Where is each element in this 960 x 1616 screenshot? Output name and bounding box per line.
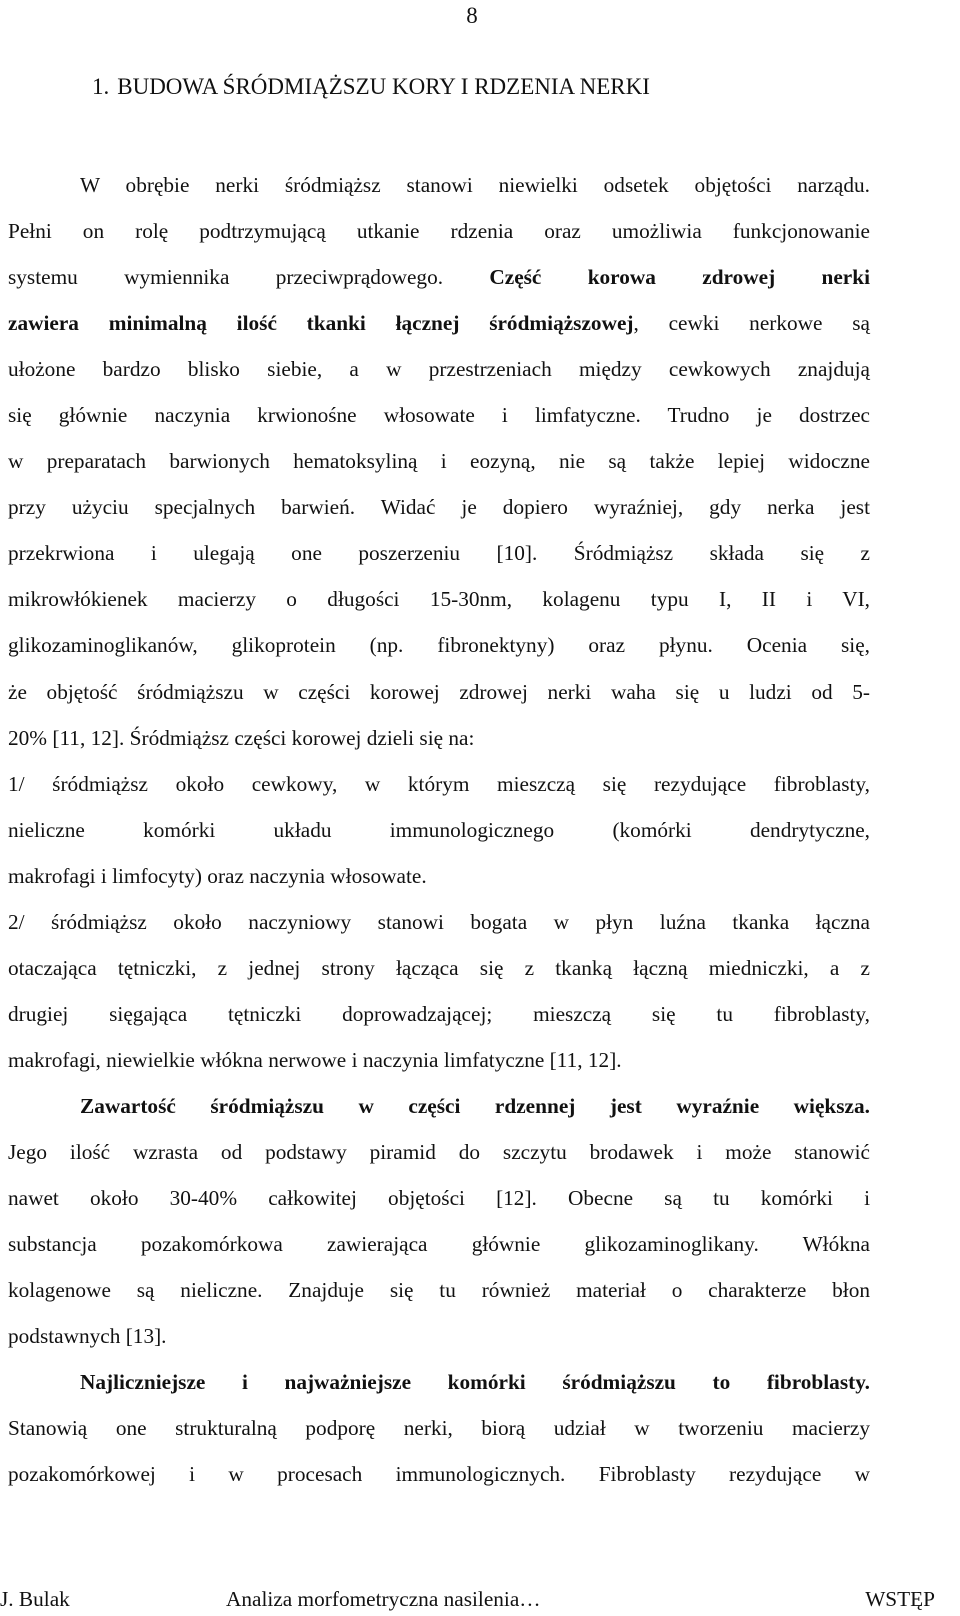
- text-line: systemu wymiennika przeciwprądowego. Część korowa zdrowej nerki: [8, 265, 870, 290]
- text-line: kolagenowe są nieliczne. Znajduje się tu również materiał o charakterze błon: [8, 1278, 870, 1303]
- page-number: 8: [466, 3, 478, 28]
- text-line: substancja pozakomórkowa zawierająca głównie glikozaminoglikany. Włókna: [8, 1232, 870, 1257]
- bold-phrase: Zawartość śródmiąższu w części rdzennej jest wyraźnie większa.: [80, 1093, 870, 1118]
- chapter-number: 1.: [92, 74, 110, 99]
- bold-phrase: Najliczniejsze i najważniejsze komórki śródmiąższu to fibroblasty.: [80, 1370, 870, 1395]
- text-line: W obrębie nerki śródmiąższ stanowi niewielki odsetek objętości narządu.: [80, 173, 870, 197]
- body-text: [8, 162, 870, 1497]
- bold-phrase: Część korowa zdrowej nerki: [489, 265, 870, 290]
- text-line: przekrwiona i ulegają one poszerzeniu [10]. Śródmiąższ składa się z: [8, 541, 870, 566]
- text-line: mikrowłókienek macierzy o długości 15-30nm, kolagenu typu I, II i VI,: [8, 587, 870, 612]
- text-line: drugiej sięgająca tętniczki doprowadzającej; mieszczą się tu fibroblasty,: [8, 1001, 870, 1026]
- text-line: [8, 1083, 870, 1129]
- text-line: w preparatach barwionych hematoksyliną i eozyną, nie są także lepiej widoczne: [8, 449, 870, 474]
- text-line: zawiera minimalną ilość tkanki łącznej śródmiąższowej, cewki nerkowe są: [8, 311, 870, 336]
- footer-title: Analiza morfometryczna nasilenia…: [226, 1587, 541, 1611]
- text-line: Jego ilość wzrasta od podstawy piramid do szczytu brodawek i może stanowić: [8, 1139, 870, 1164]
- page-footer: [0, 1584, 935, 1614]
- text-line: 2/ śródmiąższ około naczyniowy stanowi bogata w płyn luźna tkanka łączna: [8, 909, 870, 934]
- text-line: makrofagi, niewielkie włókna nerwowe i naczynia limfatyczne [11, 12].: [8, 1047, 622, 1072]
- text-line: że objętość śródmiąższu w części korowej zdrowej nerki waha się u ludzi od 5-: [8, 679, 870, 704]
- text-line: nieliczne komórki układu immunologicznego (komórki dendrytyczne,: [8, 817, 870, 842]
- text-line: ułożone bardzo blisko siebie, a w przestrzeniach między cewkowych znajdują: [8, 357, 870, 382]
- text-line: makrofagi i limfocyty) oraz naczynia włosowate.: [8, 863, 427, 888]
- text-line: [8, 1359, 870, 1405]
- text-line: nawet około 30-40% całkowitej objętości [12]. Obecne są tu komórki i: [8, 1186, 870, 1211]
- text-line: glikozaminoglikanów, glikoprotein (np. fibronektyny) oraz płynu. Ocenia się,: [8, 633, 870, 658]
- text-line: się głównie naczynia krwionośne włosowate i limfatyczne. Trudno je dostrzec: [8, 403, 870, 428]
- bold-phrase: zawiera minimalną ilość tkanki łącznej śródmiąższowej: [8, 311, 634, 336]
- text-line: 20% [11, 12]. Śródmiąższ części korowej dzieli się na:: [8, 725, 475, 750]
- text-line: pozakomórkowej i w procesach immunologicznych. Fibroblasty rezydujące w: [8, 1462, 870, 1487]
- footer-author: J. Bulak: [0, 1587, 70, 1611]
- text-line: Pełni on rolę podtrzymującą utkanie rdzenia oraz umożliwia funkcjonowanie: [8, 219, 870, 244]
- footer-section: WSTĘP: [865, 1587, 935, 1611]
- text-line: 1/ śródmiąższ około cewkowy, w którym mieszczą się rezydujące fibroblasty,: [8, 771, 870, 796]
- chapter-heading: [92, 72, 650, 102]
- text-line: podstawnych [13].: [8, 1324, 167, 1349]
- text-line: Stanowią one strukturalną podporę nerki, biorą udział w tworzeniu macierzy: [8, 1416, 870, 1441]
- text-line: otaczająca tętniczki, z jednej strony łącząca się z tkanką łączną miedniczki, a z: [8, 955, 870, 980]
- text-line: przy użyciu specjalnych barwień. Widać je dopiero wyraźniej, gdy nerka jest: [8, 495, 870, 520]
- chapter-title: BUDOWA ŚRÓDMIĄŻSZU KORY I RDZENIA NERKI: [117, 74, 650, 99]
